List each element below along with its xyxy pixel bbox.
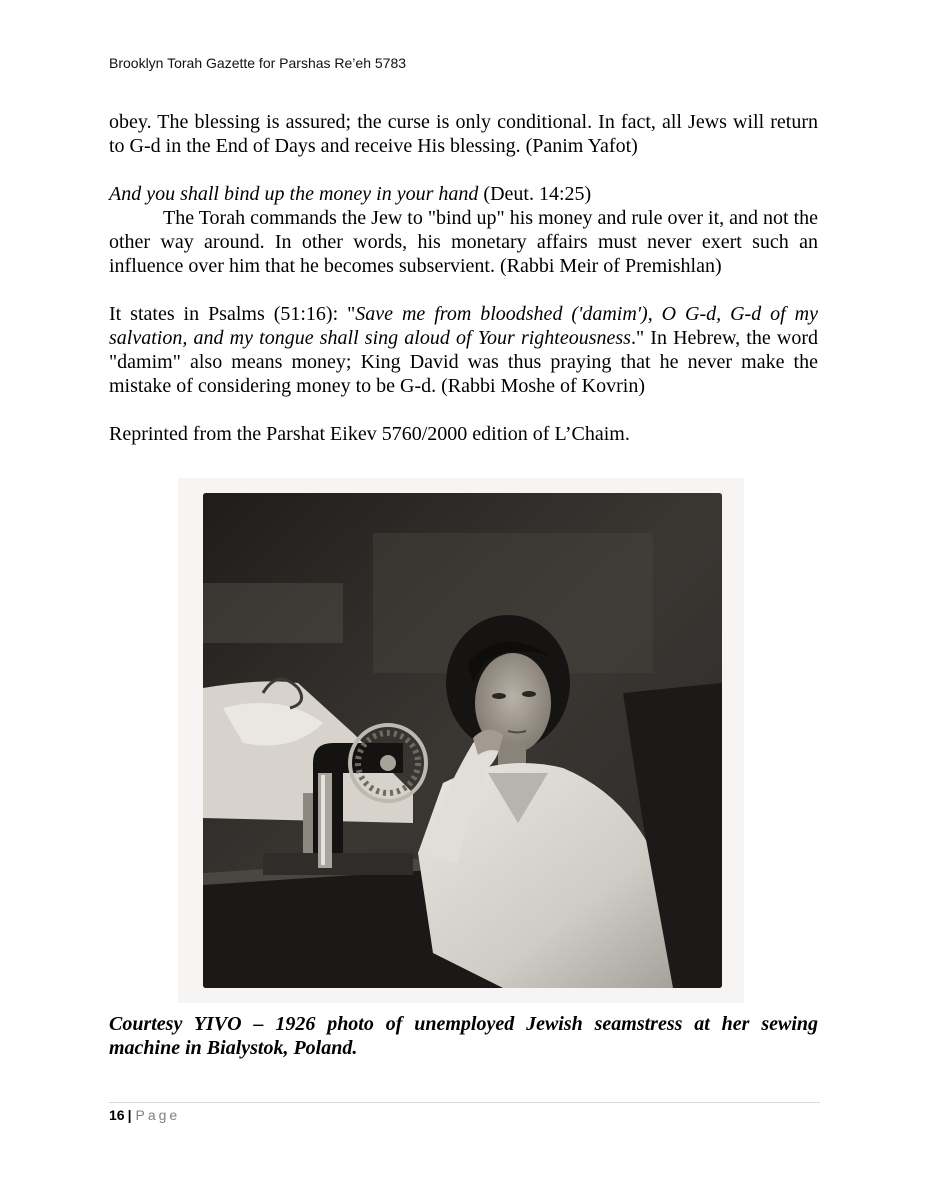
verse-citation: [109, 182, 818, 206]
running-header: Brooklyn Torah Gazette for Parshas Re’eh 5783: [109, 55, 407, 71]
reprint-note: Reprinted from the Parshat Eikev 5760/2000 edition of L’Chaim.: [109, 423, 630, 445]
psalms-explanation: ." In Hebrew, the word "damim" also means money; King David was thus praying that he never make the mistake of considering money to be G-d. (Rabbi Moshe of Kovrin): [109, 327, 818, 397]
caption-line-1: Courtesy YIVO – 1926 photo of unemployed Jewish seamstress at her sewing: [109, 1013, 818, 1035]
seamstress-photo: [203, 493, 722, 988]
psalms-quote: Save me from bloodshed ('damim'), O G-d, G-d of my salvation, and my tongue shall sing aloud of Your righteousness: [109, 303, 818, 349]
footer-separator: |: [127, 1107, 132, 1123]
psalms-intro: It states in Psalms (51:16): ": [109, 303, 356, 325]
verse-reference: (Deut. 14:25): [478, 183, 592, 205]
paragraph-blessing: obey. The blessing is assured; the curse is only conditional. In fact, all Jews will return to G-d in the End of Days and receive His blessing. (Panim Yafot): [109, 111, 818, 157]
photo-caption: [109, 1012, 818, 1060]
paragraph-money: The Torah commands the Jew to "bind up" his money and rule over it, and not the other way around. In other words, his monetary affairs must never exert such an influence over him that he becomes subservient. (Rabbi Meir of Premishlan): [109, 207, 818, 277]
page-footer: [109, 1107, 180, 1123]
paragraph-psalms: [109, 302, 818, 398]
verse-quote: And you shall bind up the money in your hand: [109, 183, 479, 205]
caption-line-2: machine in Bialystok, Poland.: [109, 1037, 358, 1059]
page-label: Page: [135, 1107, 181, 1123]
footer-divider: [109, 1102, 820, 1103]
seamstress-photo-illustration: [203, 493, 722, 988]
article-body: [109, 110, 818, 446]
page-number: 16: [109, 1107, 125, 1123]
